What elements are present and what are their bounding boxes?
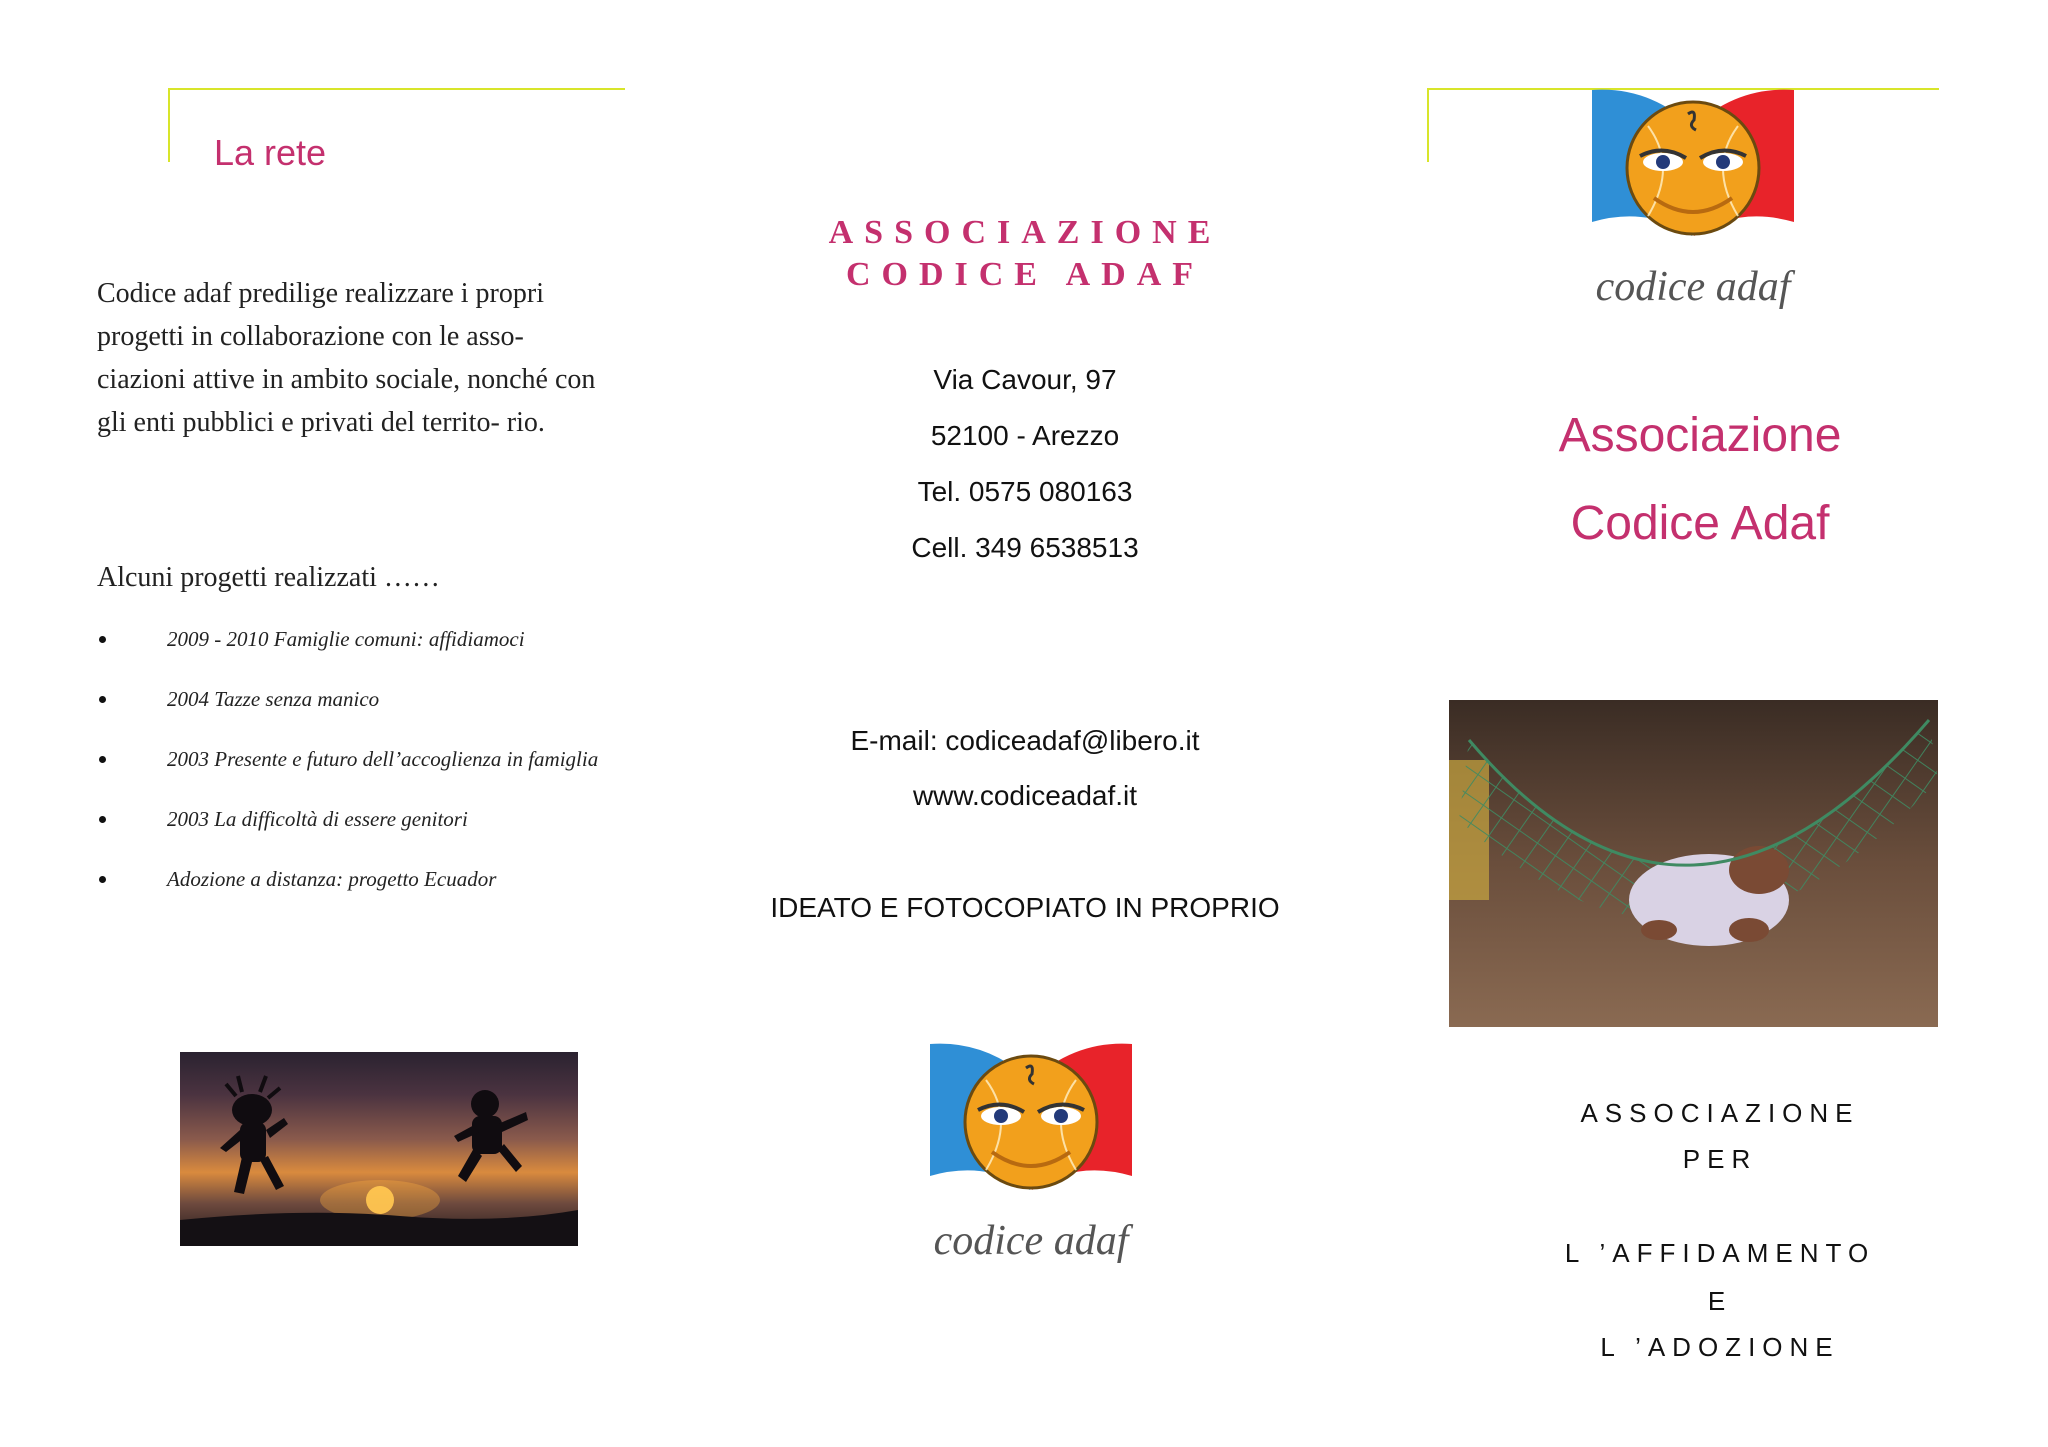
list-item: Adozione a distanza: progetto Ecuador xyxy=(97,860,617,898)
caps-line-2: PER xyxy=(1682,1144,1758,1174)
logo-mark-icon xyxy=(1588,86,1798,256)
logo-wordmark: codice adaf xyxy=(1595,264,1791,310)
logo-mark-icon xyxy=(926,1040,1136,1210)
address-line2: 52100 - Arezzo xyxy=(930,420,1120,451)
production-note: IDEATO E FOTOCOPIATO IN PROPRIO xyxy=(770,892,1280,923)
caps-line-1: ASSOCIAZIONE xyxy=(1580,1098,1860,1128)
address-line1: Via Cavour, 97 xyxy=(933,364,1117,395)
association-heading xyxy=(720,212,1330,296)
caps-line-5: L ’ADOZIONE xyxy=(1600,1332,1840,1362)
left-panel-title: La rete xyxy=(214,132,327,173)
caps-line-4: E xyxy=(1707,1286,1733,1316)
website-link[interactable]: www.codiceadaf.it xyxy=(912,780,1138,811)
list-item: 2003 La difficoltà di essere genitori xyxy=(97,800,617,838)
list-item: 2009 - 2010 Famiglie comuni: affidiamoci xyxy=(97,620,617,658)
codice-adaf-logo-middle xyxy=(926,1040,1136,1290)
intro-paragraph: Codice adaf predilige realizzare i propri progetti in collaborazione con le asso- ciazioni attive in ambito sociale, nonché con gli enti pubblici e privati del territo- rio. xyxy=(97,278,596,438)
email-address[interactable]: E-mail: codiceadaf@libero.it xyxy=(850,725,1200,756)
mobile-number: Cell. 349 6538513 xyxy=(911,532,1139,563)
projects-title: Alcuni progetti realizzati …… xyxy=(97,562,440,593)
sunset-photo xyxy=(180,1052,578,1246)
list-item: 2004 Tazze senza manico xyxy=(97,680,617,718)
caps-line-3: L ’AFFIDAMENTO xyxy=(1564,1238,1876,1268)
hammock-baby-photo xyxy=(1449,700,1938,1027)
phone-number: Tel. 0575 080163 xyxy=(917,476,1133,507)
right-association-line1: Associazione xyxy=(1558,409,1842,462)
logo-wordmark: codice adaf xyxy=(933,1218,1129,1264)
association-heading-line2: CODICE ADAF xyxy=(845,256,1205,293)
list-item: 2003 Presente e futuro dell’accoglienza in famiglia xyxy=(97,740,617,778)
codice-adaf-logo-right xyxy=(1588,86,1798,336)
association-heading-line1: ASSOCIAZIONE xyxy=(828,214,1222,251)
projects-list xyxy=(97,620,617,920)
right-association-line2: Codice Adaf xyxy=(1570,497,1830,550)
